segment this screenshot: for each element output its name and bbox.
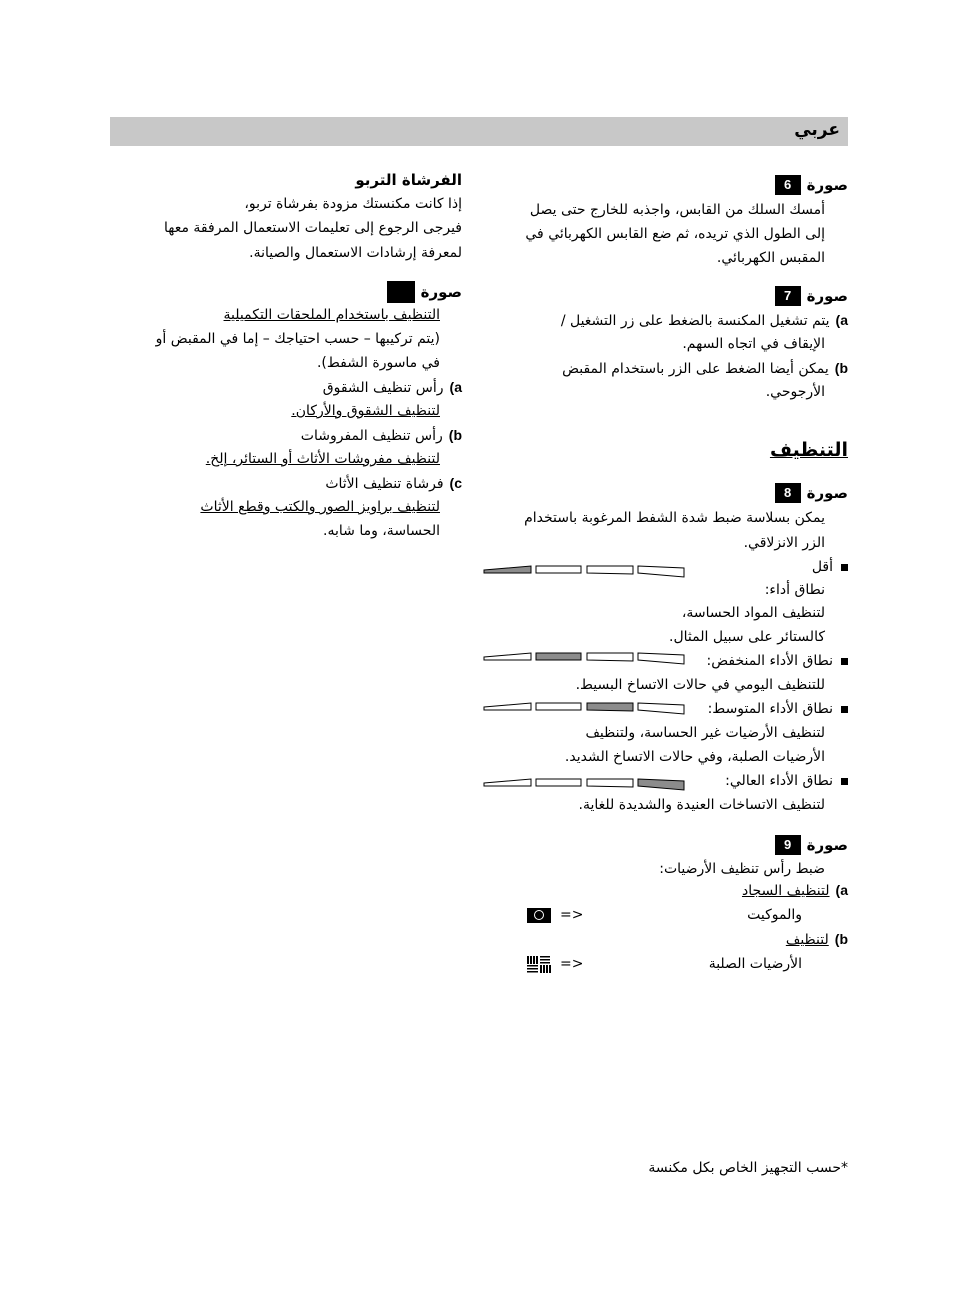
text-line: في ماسورة الشفط). bbox=[316, 355, 440, 371]
text-line: والموكيت bbox=[747, 907, 802, 923]
suction-level-indicator bbox=[483, 775, 688, 791]
slider-segment bbox=[536, 566, 581, 573]
item-letter: b) bbox=[834, 360, 848, 376]
level-title: نطاق الأداء المنخفض: bbox=[706, 653, 833, 669]
text-line: لتنظيف براويز الصور والكتب وقطع الأثاث bbox=[200, 499, 440, 515]
figure-number: 8 bbox=[775, 483, 801, 503]
text-line: يمكن بسلاسة ضبط شدة الشفط المرغوبة باستخدام bbox=[524, 510, 825, 526]
slider-segment bbox=[484, 653, 531, 660]
text-line: الحساسة، وما شابه. bbox=[323, 523, 440, 539]
text-line: نطاق أداء: bbox=[764, 582, 825, 598]
suction-level-indicator bbox=[483, 649, 688, 665]
text-line: يتم تشغيل المكنسة بالضغط على زر التشغيل / bbox=[560, 313, 830, 329]
language-label: عربي bbox=[794, 120, 840, 140]
text-line: للتنظيف اليومي في حالات الاتساخ البسيط. bbox=[575, 677, 825, 693]
level-title: نطاق الأداء المتوسط: bbox=[707, 701, 833, 717]
bullet-icon bbox=[841, 778, 848, 785]
text-line: لتنظيف مفروشات الأثاث أو الستائر، إلخ. bbox=[205, 451, 440, 467]
language-header-bar bbox=[110, 117, 848, 146]
text-line: أمسك السلك من القابس، واجذبه للخارج حتى يصل bbox=[529, 202, 825, 218]
text-line: ضبط رأس تنظيف الأرضيات: bbox=[659, 861, 825, 877]
figure-6-label bbox=[775, 175, 848, 195]
item-letter: a) bbox=[835, 312, 848, 328]
item-letter: c) bbox=[449, 475, 462, 491]
level-title: أقل bbox=[811, 559, 833, 575]
text-line: المقبس الكهربائي. bbox=[716, 250, 825, 266]
slider-segment bbox=[638, 779, 684, 790]
figure-7-label bbox=[775, 286, 848, 306]
text-line: لتنظيف الشقوق والأركان. bbox=[291, 403, 440, 419]
figure-number bbox=[387, 281, 415, 303]
text-line: كالستائر على سبيل المثال. bbox=[669, 629, 825, 645]
figure-word: صورة bbox=[806, 484, 848, 502]
figure-number: 9 bbox=[775, 835, 801, 855]
suction-level-indicator bbox=[483, 699, 688, 715]
item-title: رأس تنظيف المفروشات bbox=[300, 428, 443, 444]
level-medium-title bbox=[708, 699, 848, 719]
text-line: التنظيف باستخدام الملحقات التكميلية bbox=[223, 307, 440, 323]
slider-segment bbox=[587, 566, 633, 574]
item-letter: a) bbox=[835, 882, 848, 898]
text-line: لتنظيف الأرضيات غير الحساسة، ولتنظيف bbox=[585, 725, 825, 741]
turbo-brush-heading: الفرشاة التربو bbox=[355, 171, 462, 189]
slider-segment bbox=[587, 779, 633, 787]
text-line: إذا كانت مكنستك مزودة بفرشاة تربو، bbox=[244, 196, 462, 212]
text-line: الأرضيات الصلبة، وفي حالات الاتساخ الشديد. bbox=[564, 749, 825, 765]
figure-word: صورة bbox=[806, 287, 848, 305]
slider-segment bbox=[638, 566, 684, 577]
slider-segment bbox=[536, 653, 581, 660]
item-title: رأس تنظيف الشقوق bbox=[322, 380, 444, 396]
text-line: (يتم تركيبها – حسب احتياجك – إما في المقبض أو bbox=[155, 331, 440, 347]
figure-8-label bbox=[775, 483, 848, 503]
hard-floor-setting-icon bbox=[526, 955, 552, 973]
text-line: لتنظيف السجاد bbox=[741, 883, 830, 899]
level-min-title bbox=[812, 557, 848, 577]
slider-segment bbox=[536, 779, 581, 786]
item-letter: a) bbox=[449, 379, 462, 395]
item-b bbox=[301, 425, 462, 446]
arrow-text: <= bbox=[560, 956, 584, 972]
item-b bbox=[786, 929, 848, 950]
item-letter: b) bbox=[448, 427, 462, 443]
slider-segment bbox=[587, 653, 633, 661]
item-b bbox=[562, 358, 848, 379]
item-a bbox=[323, 377, 462, 398]
level-high-title bbox=[725, 771, 848, 791]
text-line: الأرجوحي. bbox=[765, 384, 825, 400]
text-line: لتنظيف المواد الحساسة، bbox=[681, 605, 825, 621]
level-low-title bbox=[707, 651, 848, 671]
slider-segment bbox=[638, 653, 684, 664]
figure-word: صورة bbox=[420, 283, 462, 301]
figure-word: صورة bbox=[806, 836, 848, 854]
slider-segment bbox=[484, 779, 531, 786]
text-line: إلى الطول الذي تريده، ثم ضع القابس الكهربائي في bbox=[525, 226, 825, 242]
item-letter: b) bbox=[834, 931, 848, 947]
slider-segment bbox=[638, 703, 684, 714]
item-title: فرشاة تنظيف الأثاث bbox=[325, 476, 444, 492]
figure-word: صورة bbox=[806, 176, 848, 194]
slider-segment bbox=[484, 703, 531, 710]
suction-level-indicator bbox=[483, 562, 688, 578]
text-line: لتنظيف الاتساخات العنيدة والشديدة للغاية. bbox=[578, 797, 825, 813]
item-a bbox=[561, 310, 848, 331]
slider-segment bbox=[484, 566, 531, 573]
text-line: الزر الانزلاقي. bbox=[743, 535, 825, 551]
figure-accessories-label bbox=[387, 281, 462, 303]
text-line: لتنظيف bbox=[785, 932, 829, 948]
text-line: يمكن أيضا الضغط على الزر باستخدام المقبض bbox=[562, 361, 829, 377]
text-line: لمعرفة إرشادات الاستعمال والصيانة. bbox=[249, 245, 462, 261]
bullet-icon bbox=[841, 658, 848, 665]
figure-number: 6 bbox=[775, 175, 801, 195]
cleaning-heading: التنظيف bbox=[769, 439, 848, 461]
slider-segment bbox=[536, 703, 581, 710]
figure-number: 7 bbox=[775, 286, 801, 306]
bullet-icon bbox=[841, 706, 848, 713]
footnote: *حسب التجهيز الخاص بكل مكنسة bbox=[648, 1160, 848, 1176]
slider-segment bbox=[587, 703, 633, 711]
item-a bbox=[742, 880, 848, 901]
bullet-icon bbox=[841, 564, 848, 571]
item-c bbox=[325, 473, 462, 494]
carpet-setting-icon bbox=[527, 908, 551, 923]
level-title: نطاق الأداء العالي: bbox=[725, 773, 833, 789]
figure-9-label bbox=[775, 835, 848, 855]
text-line: الإيقاف في اتجاه السهم. bbox=[682, 336, 825, 352]
text-line: فيرجى الرجوع إلى تعليمات الاستعمال المرفقة معها bbox=[164, 220, 462, 236]
text-line: الأرضيات الصلبة bbox=[708, 956, 802, 972]
arrow-text: <= bbox=[560, 907, 584, 923]
